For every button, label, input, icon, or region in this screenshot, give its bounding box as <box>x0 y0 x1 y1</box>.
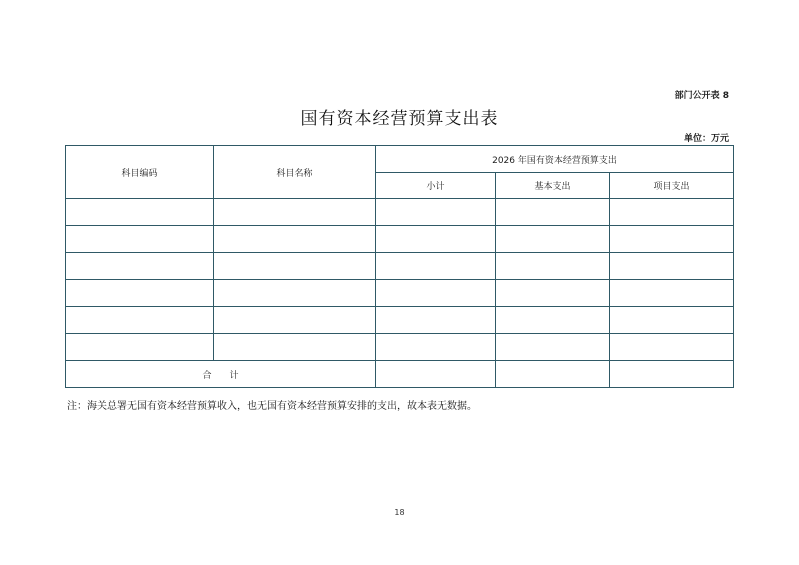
header-basic: 基本支出 <box>496 173 610 199</box>
cell-project <box>610 280 734 307</box>
cell-code <box>66 307 214 334</box>
cell-project <box>610 199 734 226</box>
total-row <box>66 361 734 388</box>
cell-code <box>66 253 214 280</box>
cell-project <box>610 226 734 253</box>
cell-subtotal <box>376 334 496 361</box>
table-row <box>66 226 734 253</box>
total-label: 合 计 <box>66 361 376 388</box>
header-name: 科目名称 <box>214 146 376 199</box>
cell-subtotal <box>376 307 496 334</box>
cell-code <box>66 280 214 307</box>
page-title: 国有资本经营预算支出表 <box>300 109 499 129</box>
total-basic <box>496 361 610 388</box>
table-row <box>66 307 734 334</box>
cell-project <box>610 253 734 280</box>
header-subtotal: 小计 <box>376 173 496 199</box>
cell-project <box>610 307 734 334</box>
cell-subtotal <box>376 199 496 226</box>
form-id: 部门公开表 8 <box>674 91 729 101</box>
cell-basic <box>496 199 610 226</box>
cell-project <box>610 334 734 361</box>
cell-name <box>214 334 376 361</box>
budget-table <box>65 145 734 388</box>
cell-subtotal <box>376 226 496 253</box>
cell-code <box>66 199 214 226</box>
total-project <box>610 361 734 388</box>
cell-basic <box>496 253 610 280</box>
cell-name <box>214 280 376 307</box>
header-row <box>66 146 734 173</box>
cell-name <box>214 307 376 334</box>
header-group: 2026 年国有资本经营预算支出 <box>376 146 734 173</box>
cell-basic <box>496 334 610 361</box>
cell-basic <box>496 307 610 334</box>
cell-basic <box>496 226 610 253</box>
total-subtotal <box>376 361 496 388</box>
table-row <box>66 280 734 307</box>
cell-basic <box>496 280 610 307</box>
cell-name <box>214 253 376 280</box>
page-number: 18 <box>394 508 405 517</box>
cell-code <box>66 226 214 253</box>
cell-code <box>66 334 214 361</box>
cell-name <box>214 226 376 253</box>
unit-label: 单位：万元 <box>683 134 729 144</box>
cell-subtotal <box>376 253 496 280</box>
cell-name <box>214 199 376 226</box>
table-row <box>66 199 734 226</box>
header-project: 项目支出 <box>610 173 734 199</box>
header-code: 科目编码 <box>66 146 214 199</box>
cell-subtotal <box>376 280 496 307</box>
table-note: 注：海关总署无国有资本经营预算收入，也无国有资本经营预算安排的支出，故本表无数据。 <box>67 401 477 412</box>
table-row <box>66 334 734 361</box>
table-row <box>66 253 734 280</box>
